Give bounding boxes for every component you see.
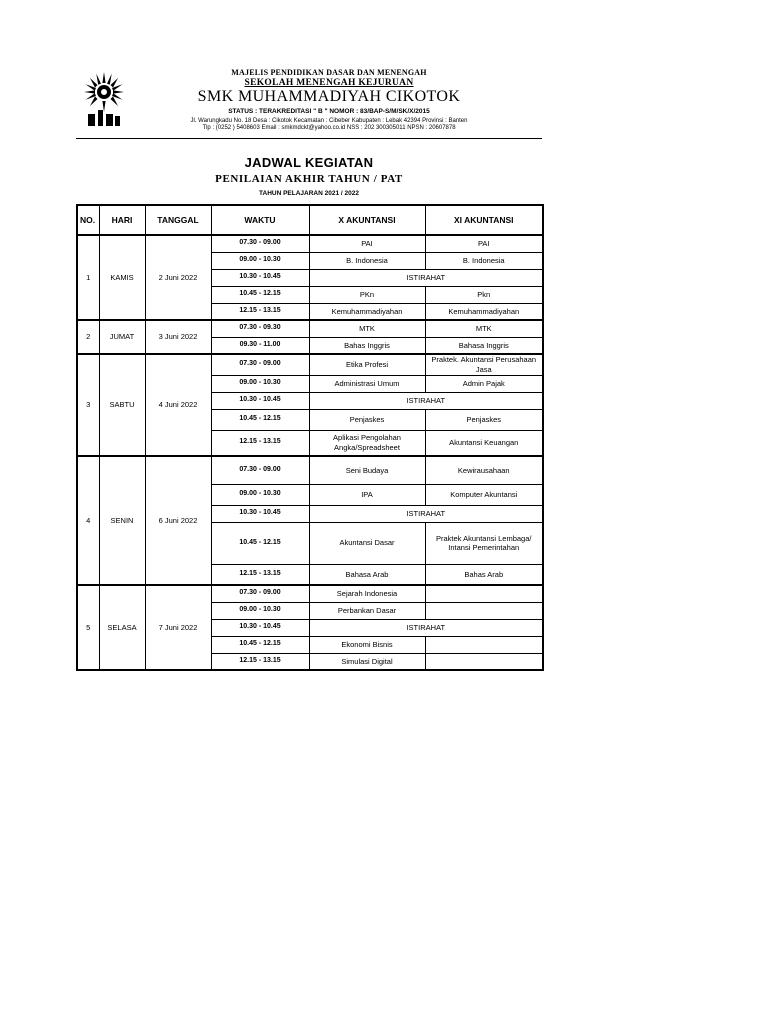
xi-akuntansi-subject: Praktek Akuntansi Lembaga/ Intansi Pemerintahan [425, 522, 543, 564]
x-akuntansi-subject: Ekonomi Bisnis [309, 636, 425, 653]
day-date: 6 Juni 2022 [145, 456, 211, 585]
time-slot: 10.45 - 12.15 [211, 286, 309, 303]
xi-akuntansi-subject: Pkn [425, 286, 543, 303]
document-subtitle: PENILAIAN AKHIR TAHUN / PAT [215, 173, 403, 185]
school-address: Jl. Warungkadu No. 18 Desa : Cikotok Kecamatan : Cibeber Kabupaten : Lebak 42394 Provinsi : Banten [190, 118, 468, 124]
break-cell: ISTIRAHAT [309, 505, 543, 522]
time-slot: 10.45 - 12.15 [211, 636, 309, 653]
time-slot: 12.15 - 13.15 [211, 303, 309, 320]
break-cell: ISTIRAHAT [309, 619, 543, 636]
day-number: 5 [77, 585, 99, 670]
xi-akuntansi-subject: Komputer Akuntansi [425, 484, 543, 505]
col-no-header: NO. [77, 205, 99, 235]
day-number: 3 [77, 354, 99, 456]
table-row [77, 235, 543, 252]
time-slot: 09.00 - 10.30 [211, 375, 309, 392]
x-akuntansi-subject: PKn [309, 286, 425, 303]
time-slot: 09.30 - 11.00 [211, 337, 309, 354]
time-slot: 09.00 - 10.30 [211, 484, 309, 505]
time-slot: 07.30 - 09.00 [211, 354, 309, 375]
x-akuntansi-subject: Kemuhammadiyahan [309, 303, 425, 320]
day-name: SENIN [99, 456, 145, 585]
day-number: 1 [77, 235, 99, 320]
x-akuntansi-subject: Administrasi Umum [309, 375, 425, 392]
day-name: JUMAT [99, 320, 145, 354]
x-akuntansi-subject: Perbankan Dasar [309, 602, 425, 619]
day-date: 3 Juni 2022 [145, 320, 211, 354]
time-slot: 07.30 - 09.00 [211, 585, 309, 602]
letterhead [76, 66, 542, 138]
x-akuntansi-subject: Aplikasi Pengolahan Angka/Spreadsheet [309, 430, 425, 456]
accreditation-status: STATUS : TERAKREDITASI " B " NOMOR : 83/BAP-S/M/SK/X/2015 [228, 108, 430, 115]
day-name: KAMIS [99, 235, 145, 320]
x-akuntansi-subject: PAI [309, 235, 425, 252]
council-name: MAJELIS PENDIDIKAN DASAR DAN MENENGAH [231, 68, 427, 77]
xi-akuntansi-subject: MTK [425, 320, 543, 337]
col-hari-header: HARI [99, 205, 145, 235]
x-akuntansi-subject: Bahasa Arab [309, 564, 425, 585]
table-header-row [77, 205, 543, 235]
day-number: 2 [77, 320, 99, 354]
document-titles [76, 155, 542, 197]
break-cell: ISTIRAHAT [309, 392, 543, 409]
x-akuntansi-subject: Simulasi Digital [309, 653, 425, 670]
time-slot: 12.15 - 13.15 [211, 653, 309, 670]
time-slot: 09.00 - 10.30 [211, 602, 309, 619]
school-name: SMK MUHAMMADIYAH CIKOTOK [197, 88, 461, 105]
table-row [77, 456, 543, 484]
schedule-table [76, 204, 544, 671]
x-akuntansi-subject: Etika Profesi [309, 354, 425, 375]
x-akuntansi-subject: IPA [309, 484, 425, 505]
break-cell: ISTIRAHAT [309, 269, 543, 286]
col-waktu-header: WAKTU [211, 205, 309, 235]
time-slot: 10.30 - 10.45 [211, 392, 309, 409]
school-contact: Tlp : (0252 ) 5408603 Email : smkmdckt@yahoo.co.id NSS : 202 300305011 NPSN : 20607878 [202, 125, 456, 131]
school-type: SEKOLAH MENENGAH KEJURUAN [244, 78, 414, 88]
xi-akuntansi-subject [425, 653, 543, 670]
table-row [77, 585, 543, 602]
time-slot: 07.30 - 09.00 [211, 456, 309, 484]
xi-akuntansi-subject: Bahas Arab [425, 564, 543, 585]
xi-akuntansi-subject [425, 602, 543, 619]
time-slot: 10.30 - 10.45 [211, 505, 309, 522]
schedule-body [77, 235, 543, 670]
xi-akuntansi-subject: Penjaskes [425, 409, 543, 430]
x-akuntansi-subject: Bahas Inggris [309, 337, 425, 354]
time-slot: 12.15 - 13.15 [211, 430, 309, 456]
col-xi-akuntansi-header: XI AKUNTANSI [425, 205, 543, 235]
xi-akuntansi-subject: Admin Pajak [425, 375, 543, 392]
xi-akuntansi-subject: Bahasa Inggris [425, 337, 543, 354]
xi-akuntansi-subject: Akuntansi Keuangan [425, 430, 543, 456]
day-date: 7 Juni 2022 [145, 585, 211, 670]
day-date: 2 Juni 2022 [145, 235, 211, 320]
time-slot: 10.45 - 12.15 [211, 409, 309, 430]
table-row [77, 354, 543, 375]
x-akuntansi-subject: B. Indonesia [309, 252, 425, 269]
x-akuntansi-subject: MTK [309, 320, 425, 337]
col-x-akuntansi-header: X AKUNTANSI [309, 205, 425, 235]
time-slot: 07.30 - 09.30 [211, 320, 309, 337]
time-slot: 12.15 - 13.15 [211, 564, 309, 585]
day-number: 4 [77, 456, 99, 585]
academic-year: TAHUN PELAJARAN 2021 / 2022 [259, 190, 359, 197]
time-slot: 10.45 - 12.15 [211, 522, 309, 564]
letterhead-divider [76, 138, 542, 139]
x-akuntansi-subject: Seni Budaya [309, 456, 425, 484]
day-name: SELASA [99, 585, 145, 670]
col-tanggal-header: TANGGAL [145, 205, 211, 235]
table-row [77, 320, 543, 337]
time-slot: 07.30 - 09.00 [211, 235, 309, 252]
day-name: SABTU [99, 354, 145, 456]
time-slot: 09.00 - 10.30 [211, 252, 309, 269]
xi-akuntansi-subject [425, 636, 543, 653]
xi-akuntansi-subject: B. Indonesia [425, 252, 543, 269]
x-akuntansi-subject: Sejarah Indonesia [309, 585, 425, 602]
day-date: 4 Juni 2022 [145, 354, 211, 456]
xi-akuntansi-subject: Kemuhammadiyahan [425, 303, 543, 320]
xi-akuntansi-subject: Kewirausahaan [425, 456, 543, 484]
xi-akuntansi-subject: Praktek. Akuntansi Perusahaan Jasa [425, 354, 543, 375]
xi-akuntansi-subject: PAI [425, 235, 543, 252]
x-akuntansi-subject: Akuntansi Dasar [309, 522, 425, 564]
time-slot: 10.30 - 10.45 [211, 619, 309, 636]
time-slot: 10.30 - 10.45 [211, 269, 309, 286]
document-title: JADWAL KEGIATAN [244, 155, 374, 170]
xi-akuntansi-subject [425, 585, 543, 602]
x-akuntansi-subject: Penjaskes [309, 409, 425, 430]
